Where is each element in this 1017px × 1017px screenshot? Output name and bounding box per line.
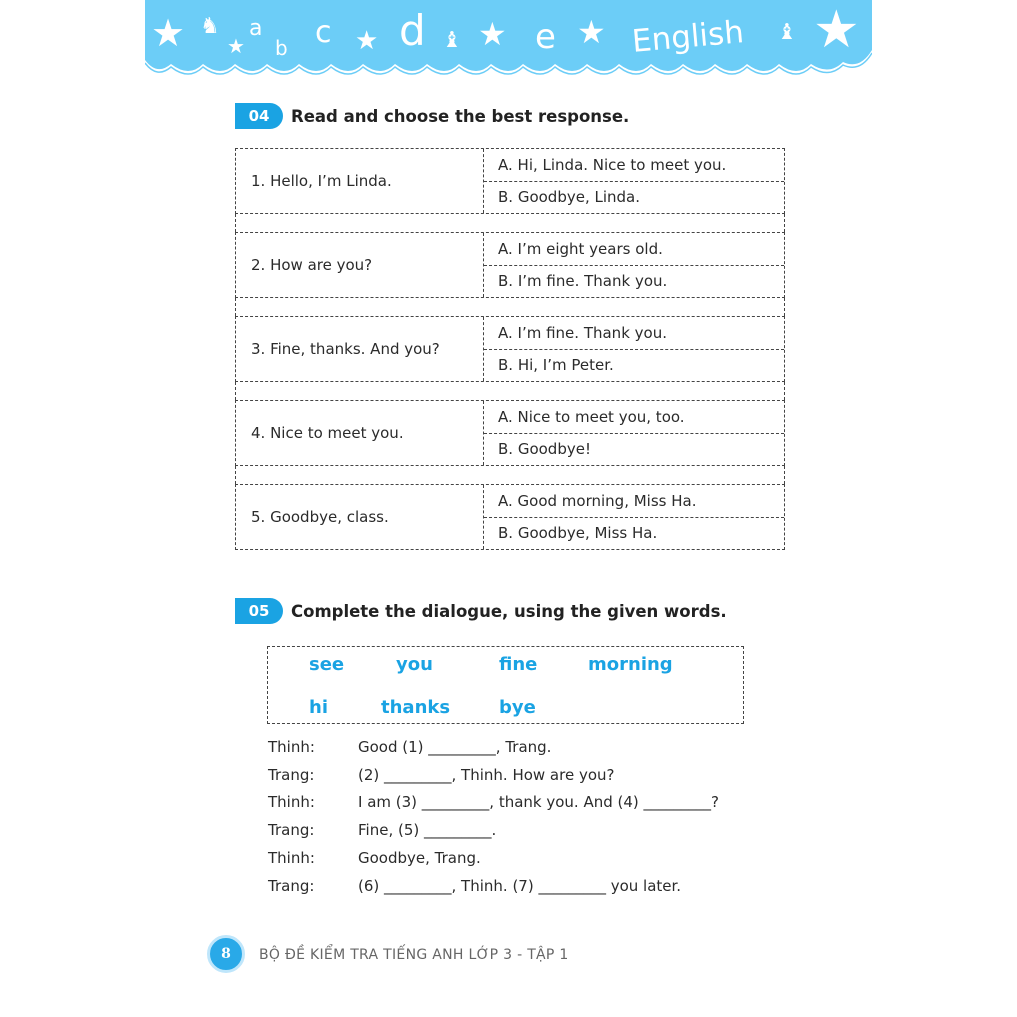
question-text: 1. Hello, I’m Linda. [236, 149, 484, 213]
question-row [235, 316, 785, 382]
exercise-title: Complete the dialogue, using the given words. [291, 601, 727, 621]
exercise-04-heading [235, 103, 629, 129]
star-icon: ★ [813, 0, 860, 60]
dialogue-line [268, 844, 719, 872]
banner-word-english: English [630, 14, 746, 60]
response-table [235, 148, 785, 550]
word-bye: bye [499, 697, 536, 718]
speaker: Trang: [268, 876, 315, 895]
question-text: 5. Goodbye, class. [236, 485, 484, 549]
star-icon: ★ [227, 34, 245, 58]
word-see: see [309, 654, 345, 675]
word-morning: morning [588, 654, 673, 675]
bear-icon: ♝ [777, 20, 797, 45]
row-spacer [235, 214, 785, 232]
word-fine: fine [499, 654, 538, 675]
row-spacer [235, 298, 785, 316]
question-row [235, 148, 785, 214]
word-hi: hi [309, 697, 328, 718]
dialogue-line [268, 733, 719, 761]
bear-icon: ♝ [442, 28, 462, 53]
speaker: Thinh: [268, 793, 315, 812]
header-banner [145, 0, 872, 82]
star-icon: ★ [151, 11, 186, 55]
question-text: 2. How are you? [236, 233, 484, 297]
line-text: I am (3) _________, thank you. And (4) _________? [358, 793, 719, 812]
row-spacer [235, 382, 785, 400]
option-a[interactable]: A. I’m fine. Thank you. [498, 323, 667, 342]
line-text: Goodbye, Trang. [358, 849, 481, 868]
exercise-title: Read and choose the best response. [291, 106, 630, 126]
question-row [235, 232, 785, 298]
exercise-number-badge: 04 [235, 103, 283, 129]
option-b[interactable]: B. Goodbye! [484, 433, 784, 466]
penguin-icon: ♞ [200, 14, 220, 39]
star-icon: ★ [577, 13, 606, 51]
banner-letter-b: b [275, 36, 288, 60]
dialogue-line [268, 761, 719, 789]
line-text: (6) _________, Thinh. (7) _________ you later. [358, 876, 682, 895]
exercise-05-heading [235, 598, 727, 624]
banner-letter-c: c [315, 15, 332, 50]
banner-letter-d: d [399, 6, 426, 55]
page-number: 8 [207, 935, 245, 973]
dialogue-line [268, 789, 719, 817]
book-title: BỘ ĐỀ KIỂM TRA TIẾNG ANH LỚP 3 - TẬP 1 [259, 947, 569, 963]
line-text: Good (1) _________, Trang. [358, 737, 552, 756]
speaker: Thinh: [268, 737, 315, 756]
star-icon: ★ [355, 26, 379, 56]
option-a[interactable]: A. Nice to meet you, too. [498, 407, 685, 426]
option-b[interactable]: B. I’m fine. Thank you. [484, 265, 784, 298]
option-b[interactable]: B. Hi, I’m Peter. [484, 349, 784, 382]
star-icon: ★ [478, 15, 507, 53]
option-a[interactable]: A. Good morning, Miss Ha. [498, 491, 697, 510]
word-bank [267, 646, 744, 724]
dialogue-line [268, 816, 719, 844]
speaker: Trang: [268, 765, 315, 784]
option-b[interactable]: B. Goodbye, Miss Ha. [484, 517, 784, 550]
banner-letter-e: e [535, 17, 556, 57]
speaker: Thinh: [268, 849, 315, 868]
dialogue-line [268, 872, 719, 900]
banner-letter-a: a [249, 16, 263, 41]
question-text: 4. Nice to meet you. [236, 401, 484, 465]
option-a[interactable]: A. Hi, Linda. Nice to meet you. [498, 155, 727, 174]
row-spacer [235, 466, 785, 484]
line-text: (2) _________, Thinh. How are you? [358, 765, 615, 784]
question-row [235, 400, 785, 466]
speaker: Trang: [268, 821, 315, 840]
question-row [235, 484, 785, 550]
option-a[interactable]: A. I’m eight years old. [498, 239, 663, 258]
line-text: Fine, (5) _________. [358, 821, 497, 840]
option-b[interactable]: B. Goodbye, Linda. [484, 181, 784, 214]
dialogue [268, 733, 719, 900]
question-text: 3. Fine, thanks. And you? [236, 317, 484, 381]
exercise-number-badge: 05 [235, 598, 283, 624]
word-thanks: thanks [381, 697, 451, 718]
word-you: you [396, 654, 433, 675]
